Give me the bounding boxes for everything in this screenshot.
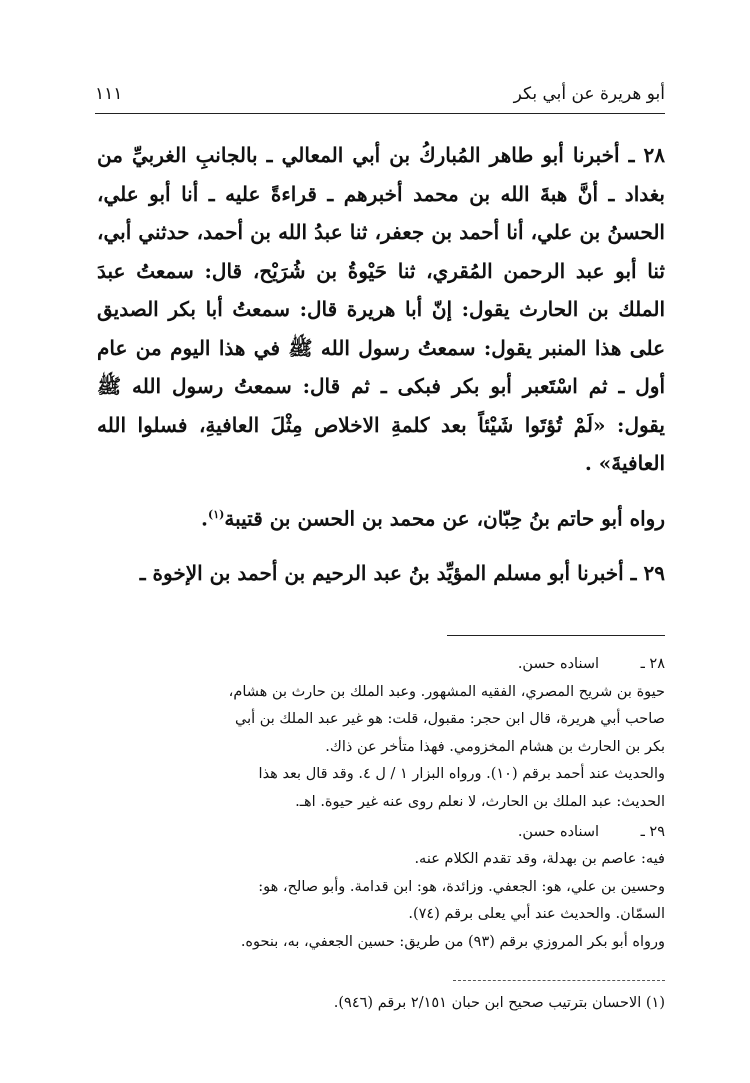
footnote-ref: (١) (208, 507, 225, 521)
note-28-line: بكر بن الحارث بن هشام المخزومي. فهذا متأخر عن ذاك. (325, 738, 665, 755)
notes-section (105, 651, 665, 957)
note-28-line: الحديث: عبد الملك بن الحارث، لا نعلم روى عنه غير حيوة. اهـ. (295, 793, 665, 810)
note-29-line: السمّان. والحديث عند أبي يعلى برقم (٧٤). (408, 906, 665, 923)
footnote: (١) الاحسان بترتيب صحيح ابن حبان ٢/١٥١ برقم (٩٤٦). (333, 995, 665, 1011)
note-29-line: فيه: عاصم بن بهدلة، وقد تقدم الكلام عنه. (414, 851, 665, 868)
hadith-28-paragraph: ٢٨ ـ أخبرنا أبو طاهر المُباركُ بن أبي المعالي ـ بالجانبِ الغربيِّ من بغداد ـ أنَّ هبةَ الله بن محمد أخبرهم ـ قراءةً عليه ـ أنا أبو علي، الحسنُ بن علي، أنا أحمد بن جعفر، ثنا عبدُ الله بن أحمد، حدثني أبي، ثنا أبو عبد الرحمن المُقري، ثنا حَيْوةُ بن شُرَيْح، قال: سمعتُ عبدَ الملك بن الحارث يقول: إنّ أبا هريرة قال: سمعتُ أبا بكر الصديق على هذا المنبر يقول: سمعتُ رسول الله ﷺ في هذا اليوم من عام أول ـ ثم اسْتَعبر أبو بكر فبكى ـ ثم قال: سمعتُ رسول الله ﷺ يقول: «لَمْ تُؤتَوا شَيْئاً بعد كلمةِ الاخلاص مِثْلَ العافيةِ، فسلوا الله العافيةَ» . (97, 143, 665, 475)
page-header (95, 78, 665, 110)
header-rule (95, 113, 665, 114)
note-29-line: اسناده حسن. (517, 823, 599, 840)
note-28-line: صاحب أبي هريرة، قال ابن حجر: مقبول، قلت: هو غير عبد الملك بن أبي (234, 711, 665, 728)
page-number: ١١١ (95, 84, 123, 104)
hadith-29-paragraph: ٢٩ ـ أخبرنا أبو مسلم المؤيِّد بنُ عبد الرحيم بن أحمد بن الإخوة ـ (139, 560, 665, 585)
note-29-number: ٢٩ ـ (640, 823, 665, 840)
note-29-line: وحسين بن علي، هو: الجعفي. وزائدة، هو: ابن قدامة. وأبو صالح، هو: (258, 878, 665, 895)
note-28-number: ٢٨ ـ (640, 656, 665, 672)
footnote-rule (453, 980, 665, 981)
note-28-line: حيوة بن شريح المصري، الفقيه المشهور. وعبد الملك بن حارث بن هشام، (228, 683, 665, 700)
note-28-line: والحديث عند أحمد برقم (١٠). ورواه البزار ١ / ل ٤. وقد قال بعد هذا (258, 766, 665, 783)
note-29-line: ورواه أبو بكر المروزي برقم (٩٣) من طريق: حسين الجعفي، به، بنحوه. (240, 933, 665, 950)
riwaya-paragraph: رواه أبو حاتم بنُ حِبّان، عن محمد بن الحسن بن قتيبة$^{(١)}$. (201, 506, 665, 531)
note-28-head (105, 651, 665, 679)
riwaya-text: رواه أبو حاتم بنُ حِبّان، عن محمد بن الحسن بن قتيبة (224, 506, 665, 531)
running-title: أبو هريرة عن أبي بكر (513, 84, 665, 104)
note-28-line: اسناده حسن. (517, 656, 599, 672)
note-29-head (105, 819, 665, 847)
main-text (97, 136, 665, 592)
notes-rule (447, 635, 665, 636)
